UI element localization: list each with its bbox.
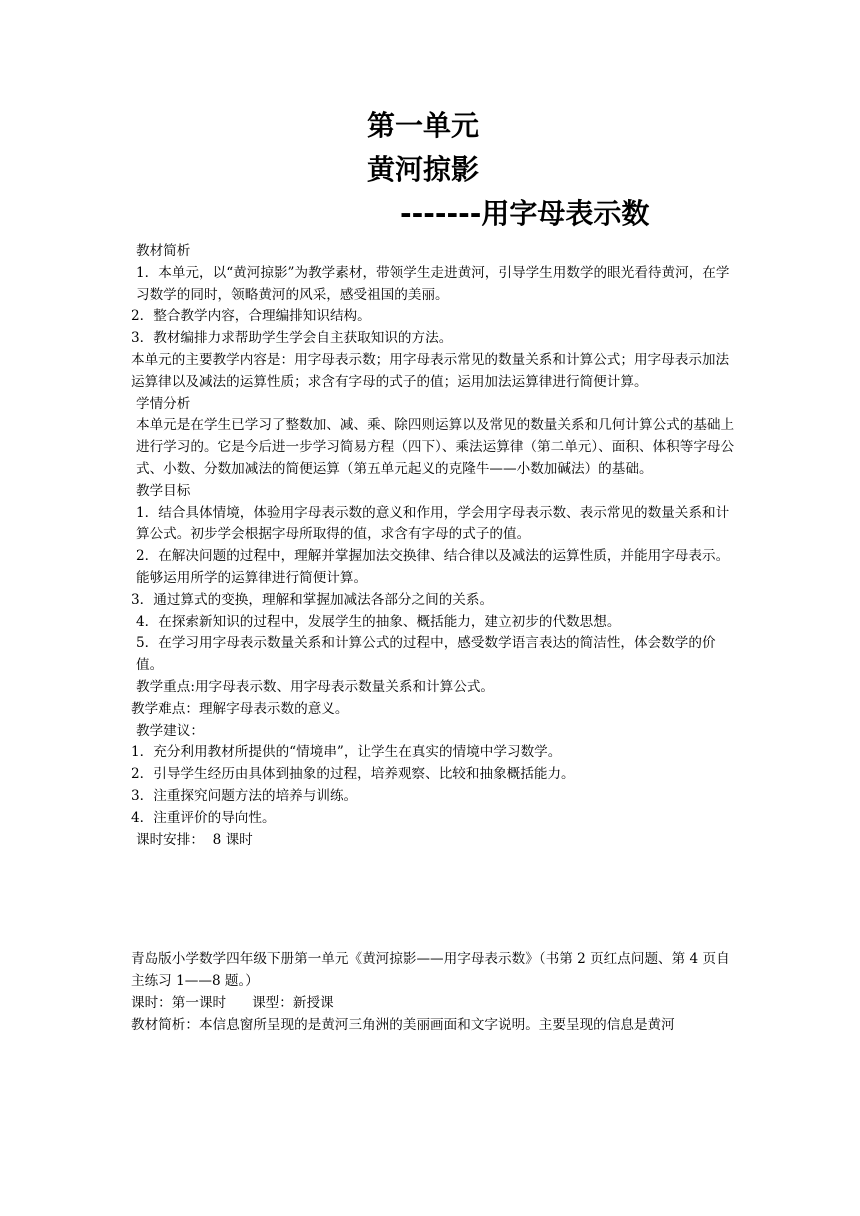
paragraph: 5．在学习用字母表示数量关系和计算公式的过程中，感受数学语言表达的简洁性，体会数学的价值。 [136,635,716,674]
paragraph: 本单元的主要教学内容是：用字母表示数；用字母表示常见的数量关系和计算公式；用字母表示加法运算律以及减法的运算性质；求含有字母的式子的值；运用加法运算律进行简便计算。 [131,351,730,390]
paragraph: 1．充分利用教材所提供的“情境串”，让学生在真实的情境中学习数学。 [131,744,562,761]
document-body [131,241,736,1037]
paragraph: 3．教材编排力求帮助学生学会自主获取知识的方法。 [131,330,453,347]
unit-subtitle: -------用字母表示数 [400,197,650,230]
paragraph: 3．通过算式的变换，理解和掌握加减法各部分之间的关系。 [131,591,494,608]
paragraph: 2．整合教学内容，合理编排知识结构。 [131,308,371,325]
unit-theme-title: 黄河掠影 [367,153,480,186]
paragraph: 本单元是在学生已学习了整数加、减、乘、除四则运算以及常见的数量关系和几何计算公式的基础上进行学习的。它是今后进一步学习简易方程（四下）、乘法运算律（第二单元）、面积、体积等字母公式、小数、分数加减法的简便运算（第五单元起义的克隆牛——小数加碱法）的基础。 [136,417,735,477]
section-heading-textbook-analysis: 教材简析 [136,243,191,259]
lesson-analysis: 教材简析：本信息窗所呈现的是黄河三角洲的美丽画面和文字说明。主要呈现的信息是黄河 [131,1016,675,1033]
paragraph: 2．在解决问题的过程中，理解并掌握加法交换律、结合律以及减法的运算性质，并能用字母表示。能够运用所学的运算律进行简便计算。 [136,548,730,586]
lesson-schedule: 课时安排： 8 课时 [136,831,253,848]
paragraph: 3．注重探究问题方法的培养与训练。 [131,787,358,804]
unit-title: 第一单元 [367,109,480,142]
paragraph: 1．结合具体情境，体验用字母表示数的意义和作用，学会用字母表示数、表示常见的数量关系和计算公式。初步学会根据字母所取得的值，求含有字母的式子的值。 [136,504,730,543]
spacer [131,851,736,949]
paragraph: 4．在探索新知识的过程中，发展学生的抽象、概括能力，建立初步的代数思想。 [136,613,621,630]
paragraph: 4．注重评价的导向性。 [131,809,276,826]
section-heading-student-analysis: 学情分析 [136,395,191,412]
teaching-difficulty: 教学难点：理解字母表示数的意义。 [131,700,349,717]
paragraph: 2．引导学生经历由具体到抽象的过程，培养观察、比较和抽象概括能力。 [131,766,575,783]
section-heading-teaching-suggestions: 教学建议： [136,722,204,739]
lesson-meta: 课时：第一课时 课型：新授课 [131,994,334,1011]
unit-title-block [0,104,860,236]
teaching-key-point: 教学重点:用字母表示数、用字母表示数量关系和计算公式。 [136,678,495,695]
paragraph: 1．本单元，以“黄河掠影”为教学素材，带领学生走进黄河，引导学生用数学的眼光看待黄河，在学习数学的同时，领略黄河的风采，感受祖国的美丽。 [136,264,730,303]
lesson-intro: 青岛版小学数学四年级下册第一单元《黄河掠影——用字母表示数》（书第 2 页红点问题、第 4 页自主练习 1——8 题。） [131,951,730,990]
section-heading-teaching-goals: 教学目标 [136,482,191,499]
